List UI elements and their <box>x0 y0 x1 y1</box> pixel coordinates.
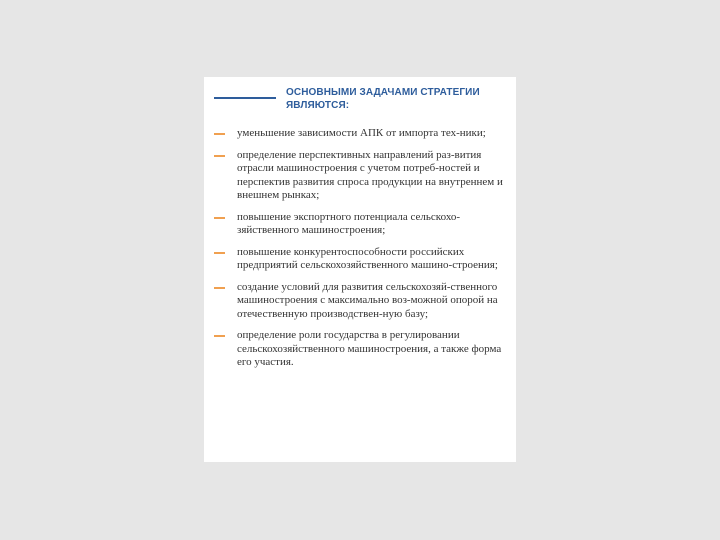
list-item-text: определение роли государства в регулировании сельскохозяйственного машиностроения, а также форма его участия. <box>237 329 502 368</box>
dash-bullet-icon <box>214 335 225 337</box>
list-item-text: повышение экспортного потенциала сельскохо-зяйственного машиностроения; <box>237 210 461 236</box>
list-item <box>204 246 516 273</box>
section-title: ОСНОВНЫМИ ЗАДАЧАМИ СТРАТЕГИИ ЯВЛЯЮТСЯ: <box>286 87 480 111</box>
list-item-text: уменьшение зависимости АПК от импорта тех-ники; <box>237 127 486 139</box>
list-item <box>204 329 516 370</box>
title-rule <box>214 97 276 99</box>
tasks-list <box>204 127 516 378</box>
dash-bullet-icon <box>214 252 225 254</box>
document-page <box>204 77 516 462</box>
list-item-text: создание условий для развития сельскохозяй-ственного машиностроения с максимально воз-можной опорой на отечественную производствен-ную базу; <box>237 280 498 320</box>
dash-bullet-icon <box>214 287 225 289</box>
list-item <box>204 127 516 141</box>
dash-bullet-icon <box>214 217 225 219</box>
list-item <box>204 211 516 238</box>
list-item <box>204 149 516 203</box>
list-item-text: повышение конкурентоспособности российских предприятий сельскохозяйственного машино-строения; <box>237 245 498 271</box>
dash-bullet-icon <box>214 155 225 157</box>
list-item-text: определение перспективных направлений раз-вития отрасли машиностроения с учетом потреб-ностей и перспектив развития спроса продукции на внутреннем и внешнем рынках; <box>237 148 503 201</box>
dash-bullet-icon <box>214 133 225 135</box>
list-item <box>204 281 516 322</box>
